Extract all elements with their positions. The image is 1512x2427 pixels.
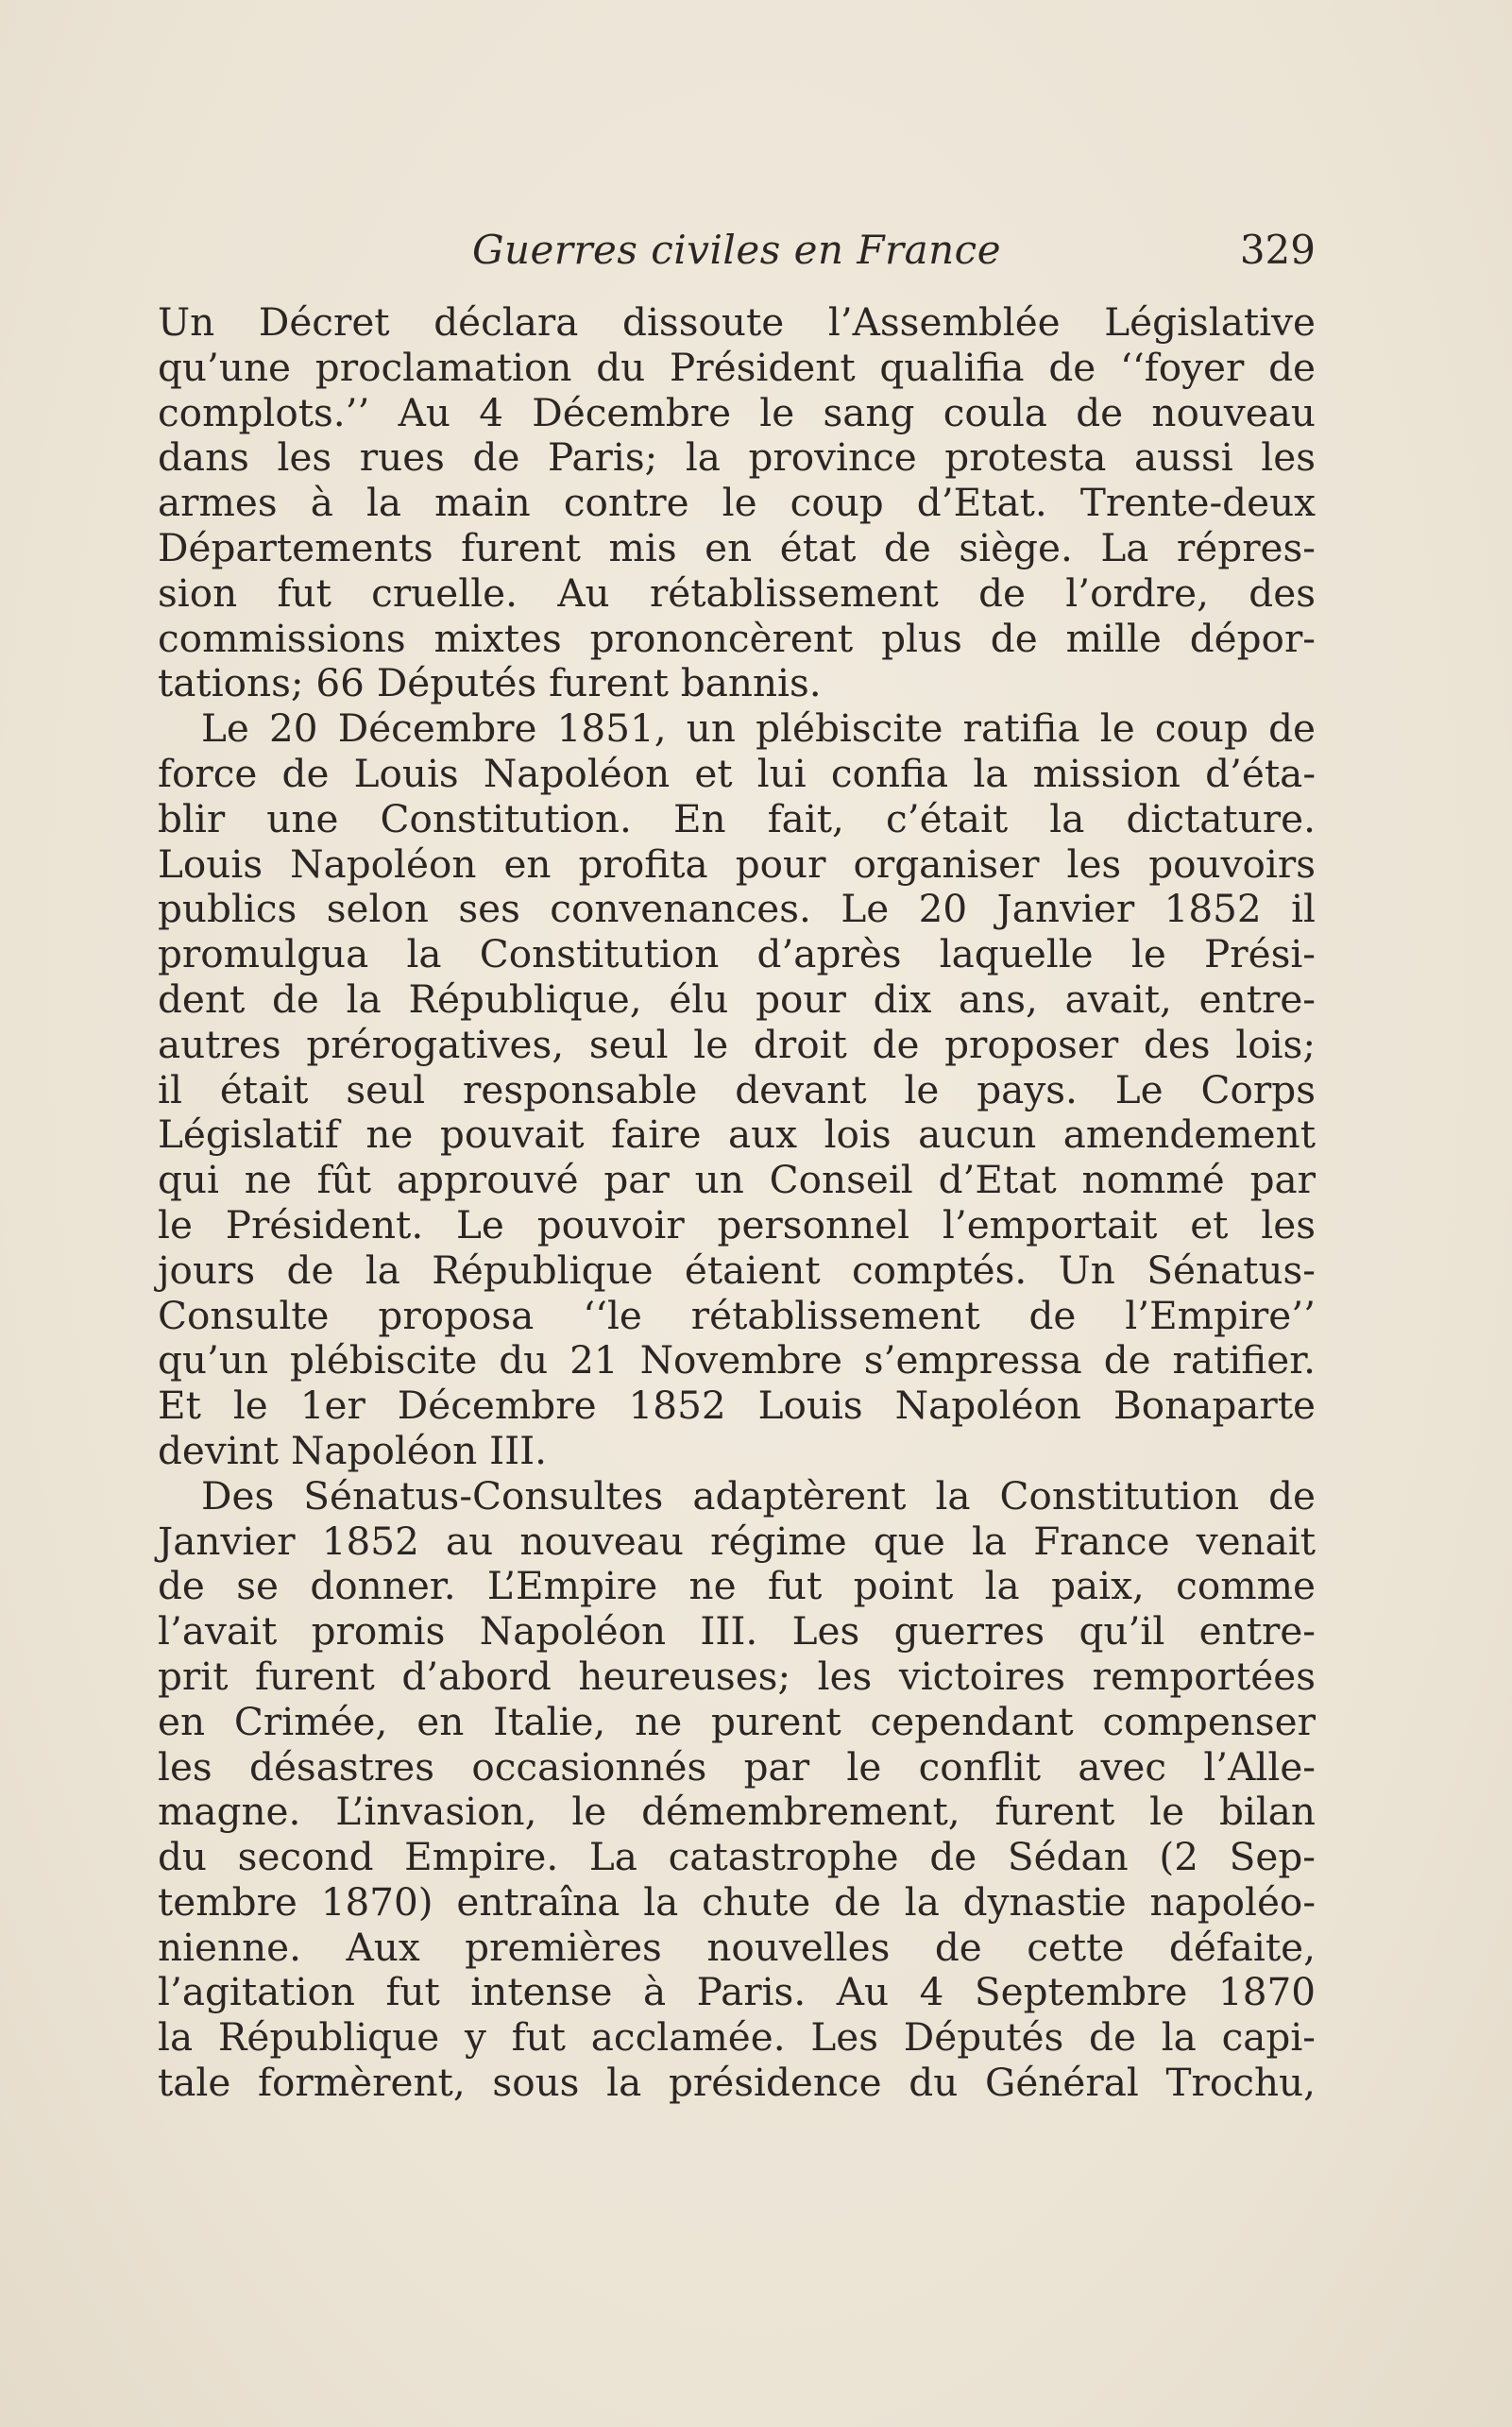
paragraph-1	[158, 300, 1316, 706]
text-line: nienne. Aux premières nouvelles de cette défaite,	[158, 1924, 1316, 1970]
text-line: la République y fut acclamée. Les Députés de la capi-	[158, 2014, 1316, 2061]
text-line: tembre 1870) entraîna la chute de la dynastie napoléo-	[158, 1878, 1316, 1925]
body-text	[158, 300, 1316, 2106]
text-line: sion fut cruelle. Au rétablissement de l’ordre, des	[158, 569, 1316, 616]
text-line: du second Empire. La catastrophe de Sédan (2 Sep-	[158, 1834, 1316, 1880]
text-line: commissions mixtes prononcèrent plus de mille dépor-	[158, 615, 1316, 661]
text-line: dent de la République, élu pour dix ans, avait, entre-	[158, 976, 1316, 1022]
text-line: magne. L’invasion, le démembrement, furent le bilan	[158, 1789, 1316, 1835]
text-line: promulgua la Constitution d’après laquelle le Prési-	[158, 931, 1316, 977]
paragraph-3	[158, 1474, 1316, 2106]
text-line: il était seul responsable devant le pays. Le Corps	[158, 1066, 1316, 1112]
running-head: Guerres civiles en France	[471, 227, 1002, 273]
text-line: en Crimée, en Italie, ne purent cependant compenser	[158, 1698, 1316, 1744]
text-line: prit furent d’abord heureuses; les victoires remportées	[158, 1653, 1316, 1699]
text-line: Un Décret déclara dissoute l’Assemblée Législative	[158, 299, 1316, 345]
text-line: qu’une proclamation du Président qualifia de ‘‘foyer de	[158, 344, 1316, 390]
text-line: tale formèrent, sous la présidence du Général Trochu,	[158, 2060, 1316, 2106]
text-line: Législatif ne pouvait faire aux lois aucun amendement	[158, 1112, 1316, 1158]
text-line: le Président. Le pouvoir personnel l’emportait et les	[158, 1201, 1316, 1247]
page-number: 329	[1239, 227, 1316, 273]
text-line: armes à la main contre le coup d’Etat. Trente-deux	[158, 480, 1316, 526]
text-line: Louis Napoléon en profita pour organiser les pouvoirs	[158, 840, 1316, 887]
text-line: les désastres occasionnés par le conflit avec l’Alle-	[158, 1743, 1316, 1790]
text-line: complots.’’ Au 4 Décembre le sang coula de nouveau	[158, 389, 1316, 435]
text-line: qui ne fût approuvé par un Conseil d’Etat nommé par	[158, 1157, 1316, 1203]
text-line: jours de la République étaient comptés. Un Sénatus-	[158, 1247, 1316, 1293]
text-line: Consulte proposa ‘‘le rétablissement de l’Empire’’	[158, 1292, 1316, 1338]
text-line: qu’un plébiscite du 21 Novembre s’empressa de ratifier.	[158, 1337, 1316, 1383]
text-line: dans les rues de Paris; la province protesta aussi les	[158, 434, 1316, 481]
page-header	[158, 217, 1316, 283]
text-line: force de Louis Napoléon et lui confia la mission d’éta-	[158, 750, 1316, 796]
text-line: Et le 1er Décembre 1852 Louis Napoléon Bonaparte	[158, 1383, 1316, 1429]
text-line: Janvier 1852 au nouveau régime que la France venait	[158, 1518, 1316, 1564]
text-line: Le 20 Décembre 1851, un plébiscite ratifia le coup de	[201, 705, 1316, 752]
paragraph-2	[158, 706, 1316, 1474]
text-line: devint Napoléon III.	[158, 1427, 547, 1473]
text-line: blir une Constitution. En fait, c’était la dictature.	[158, 795, 1316, 841]
text-line: autres prérogatives, seul le droit de proposer des lois;	[158, 1021, 1316, 1067]
text-line: Des Sénatus-Consultes adaptèrent la Constitution de	[201, 1472, 1316, 1519]
text-line: publics selon ses convenances. Le 20 Janvier 1852 il	[158, 886, 1316, 932]
text-line: Départements furent mis en état de siège. La répres-	[158, 524, 1316, 570]
text-line: de se donner. L’Empire ne fut point la paix, comme	[158, 1563, 1316, 1609]
text-line: l’agitation fut intense à Paris. Au 4 Septembre 1870	[158, 1969, 1316, 2015]
text-line: tations; 66 Députés furent bannis.	[158, 660, 822, 706]
text-line: l’avait promis Napoléon III. Les guerres qu’il entre-	[158, 1608, 1316, 1655]
